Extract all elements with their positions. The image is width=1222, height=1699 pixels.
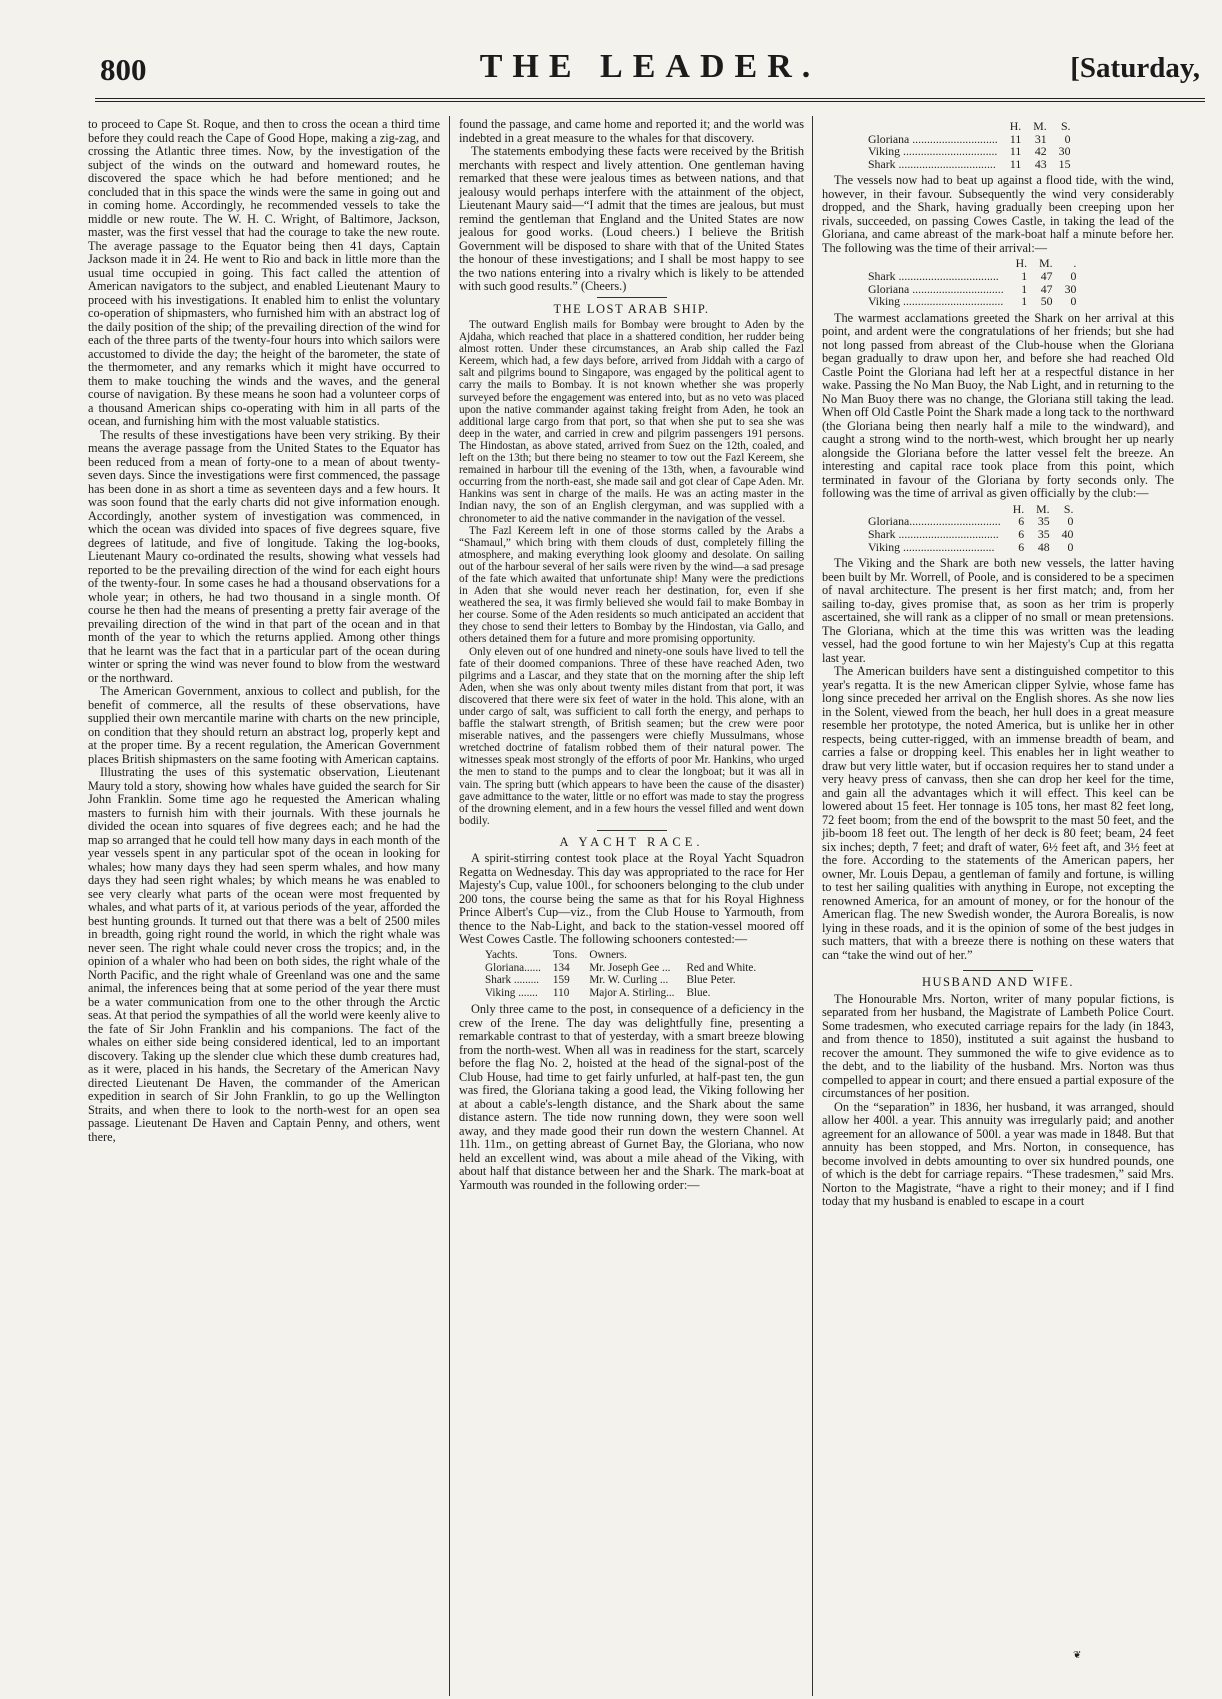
table-cell: Viking ...............................: [868, 539, 995, 554]
table-cell: 0: [1067, 539, 1074, 554]
article-paragraph: to proceed to Cape St. Roque, and then to cross the ocean a third time before they could reach the Cape of Good Hope, making a zig-zag, and crossing the Atlantic three times. Now, by the investigation of the subject of the winds on the outward and homeward routes, he discovered the space which he had before mentioned; and he concluded that in this space the winds were the same in going out and in coming home. Accordingly, he recommended vessels to take the middle or new route. The W. H. C. Wright, of Baltimore, Jackson, master, was the first vessel that had the courage to take the new route. The average passage to the Equator being then 41 days, Captain Jackson made it in 24. He went to Rio and back in little more than the usual time occupied in going. This fact called the attention of American navigators to the subject, and enabled Lieutenant Maury to proceed with his investigations. It enabled him to enlist the voluntary co-operation of shipmasters, who furnished him with an abstract log of the daily position of the ship; of the prevailing direction of the wind for each of the three parts of the twenty-four hours into which sailors were accustomed to divide the day; the height of the barometer, the state of the thermometer, and any remarks which it might have occurred to them to make touching the winds and the waves, and the general course of navigation. By these means he soon had a volunteer corps of a thousand American ships co-operating with him in all parts of the ocean, and furnishing him with the most valuable statistics.: [88, 117, 440, 428]
table-cell: 48: [1037, 539, 1050, 554]
table-cell: Gloriana......: [485, 961, 541, 974]
table-cell: Shark .........: [485, 974, 540, 987]
column-divider: [812, 116, 813, 1696]
table-cell: 0: [1070, 268, 1077, 283]
table-header: S.: [1060, 119, 1071, 133]
table-cell: 11: [1009, 144, 1022, 159]
table-cell: 47: [1040, 268, 1053, 283]
table-header: H.: [1012, 501, 1025, 516]
table-cell: 43: [1034, 156, 1047, 171]
table-cell: 50: [1040, 294, 1053, 309]
table-cell: 159: [552, 974, 570, 987]
table-cell: 47: [1040, 281, 1053, 296]
table-header-row: [862, 120, 1076, 133]
table-cell: Major A. Stirling...: [589, 986, 675, 999]
table-cell: Red and White.: [686, 961, 757, 974]
printer-mark-icon: ❦: [1073, 1650, 1082, 1661]
article-paragraph: found the passage, and came home and reported it; and the world was indebted in a great measure to the whales for that discovery.: [459, 117, 804, 145]
article-paragraph: The American builders have sent a distinguished competitor to this year's regatta. It is the new American clipper Sylvie, whose fame has long since preceded her arrival on the English shores. As she now lies in the Solent, viewed from the beach, her hull does in a great measure resemble her prototype, the noted America, but is unlike her in other respects, being cutter-rigged, with an immense breadth of beam, and carries a false or dropping keel. This enables her in light weather to draw but very little water, but if occasion requires her to stand under a very heavy press of canvass, then she can drop her keel for the time, and gain all the advantages which it will effect. This keel can be lowered about 15 feet. Her tonnage is 105 tons, her mast 82 feet long, 72 feet boom; from the end of the bowsprit to the mast 50 feet, and the jib-boom 18 feet out. The length of her deck is 80 feet; beam, 24 feet six inches; depth, 7 feet; and draft of water, 6½ feet aft, and 3½ feet at the fore. According to the statements of the American papers, her owner, Mr. Louis Depau, a gentleman of family and fortune, is willing to test her sailing qualities with anything in Europe, not excepting the renowned America, for an amount of money, or for the honour of the American flag. The new Swedish wonder, the Aurora Borealis, is now lying in these roads, and it is the opinion of some of the best judges in such matters, that with a breeze there is nothing on these waters that can “take the wind out of her.”: [822, 664, 1174, 962]
article-paragraph: A spirit-stirring contest took place at the Royal Yacht Squadron Regatta on Wednesday. This day was appropriated to the race for Her Majesty's Cup, value 100l., for schooners belonging to the club under 200 tons, the course being the same as that for his Royal Highness Prince Albert's Cup—viz., from the Club House to Yarmouth, from thence to the Nab-Light, and back to the station-vessel moored off West Cowes Castle. The following schooners contested:—: [459, 851, 804, 947]
times-table-official: [862, 503, 1079, 553]
table-header: M.: [1036, 501, 1050, 516]
newspaper-title: THE LEADER.: [479, 48, 821, 85]
table-row: [862, 270, 1082, 283]
table-header: S.: [1063, 501, 1074, 516]
table-header: .: [1073, 256, 1077, 271]
yacht-entries-table: [479, 949, 762, 999]
table-cell: 30: [1058, 144, 1071, 159]
article-paragraph: The Fazl Kereem left in one of those storms called by the Arabs a “Shamaul,” which bring with them clouds of dust, completely filling the atmosphere, and making everything look gloomy and desolate. On sailing out of the harbour several of her sails were riven by the wind—a sad presage of the fate which awaited that unfortunate ship! Many were the predictions in Aden that she would never reach her destination, for, even if she weathered the sea, it was firmly believed she would fail to make Bombay in her course. Some of the Aden residents so much anticipated an accident that they chose to send their letters to Bombay by the Hindostan, via Gallo, and others detained them for a future and more promising opportunity.: [459, 524, 804, 646]
table-header: H.: [1015, 256, 1028, 271]
column-3: [822, 118, 1174, 1209]
table-cell: Gloriana...............................: [868, 514, 1001, 529]
table-cell: 35: [1037, 514, 1050, 529]
table-cell: 31: [1034, 131, 1047, 146]
table-row: [862, 528, 1079, 541]
article-paragraph: Only eleven out of one hundred and ninety-one souls have lived to tell the fate of their doomed companions. Three of these have reached Aden, two pilgrims and a Lascar, and they state that on the morning after the ship left Aden, when she was only about twenty miles distant from that port, it was discovered that there were six feet of water in the hold. This alone, with an under cargo of salt, was sufficient to call forth the energy, and perhaps to baffle the stalwart strength, of British seamen; but the crew were poor miserable natives, and the passengers were chiefly Mussulmans, whose wretched doctrine of fatalism robbed them of their natural power. The witnesses speak most strongly of the efforts of poor Mr. Hankins, who urged the men to stand to the pumps and to clear the longboat; but it was all in vain. The spring butt (which appears to have been the cause of the disaster) gave admittance to the water, little or no effort was made to stay the progress of the drowning element, and in a few hours the vessel filled and went down bodily.: [459, 645, 804, 827]
masthead-rule: [95, 98, 1205, 99]
article-paragraph: The Honourable Mrs. Norton, writer of many popular fictions, is separated from her husband, the Magistrate of Lambeth Police Court. Some tradesmen, who executed carriage repairs for the lady (in 1843, and from thence to 1850), instituted a suit against the husband to recover the amount. They summoned the wife to give evidence as to the debt, and to the liability of the husband. Mrs. Norton was thus compelled to appear in court; and there ensued a partial exposure of the circumstances of her position.: [822, 991, 1174, 1101]
table-cell: 0: [1070, 294, 1077, 309]
times-table-club-house: [862, 257, 1082, 307]
article-paragraph: On the “separation” in 1836, her husband, it was arranged, should allow her 400l. a year. This annuity was irregularly paid; and another agreement for an allowance of 500l. a year was made in 1848. But that annuity has been stopped, and Mrs. Norton, in consequence, has become involved in debts amounting to over six hundred pounds, one of which is the debt for carriage repairs. “These tradesmen,” said Mrs. Norton to the Magistrate, “have a right to their money; and if I find today that my husband is enabled to escape in a court: [822, 1099, 1174, 1209]
article-paragraph: The vessels now had to beat up against a flood tide, with the wind, however, in their favour. Subsequently the wind very considerably dropped, and the Shark, having gradually been creeping upon her rivals, succeeded, on passing Cowes Castle, in taking the lead of the Gloriana, and came abreast of the mark-boat half a minute before her. The following was the time of their arrival:—: [822, 173, 1174, 255]
masthead-rule-double: [95, 101, 1205, 102]
table-row: [862, 158, 1076, 171]
table-row: [862, 541, 1079, 554]
section-heading-yacht-race: A YACHT RACE.: [559, 834, 704, 849]
article-paragraph: The warmest acclamations greeted the Shark on her arrival at this point, and ardent were the congratulations of her friends; but she had not long passed from abreast of the Club-house when the Gloriana began gradually to draw upon her, and before she had reached Old Castle Point the Gloriana had left her at a respectful distance in her wake. Passing the No Man Buoy, the Nab Light, and in returning to the No Man Buoy there was no change, the Gloriana still taking the lead. When off Old Castle Point the Shark made a long tack to the northward (the Gloriana being then nearly half a mile to the windward), and caught a strong wind to the north-west, which brought her up nearly alongside the Gloriana before the latter vessel felt the breeze. An interesting and capital race took place from this point, which terminated in favour of the Gloriana by forty seconds only. The following was the time of arrival as given officially by the club:—: [822, 310, 1174, 501]
section-rule: [597, 297, 667, 298]
table-cell: Shark .................................: [868, 156, 996, 171]
table-cell: Blue Peter.: [686, 974, 736, 987]
section-heading-arab-ship: THE LOST ARAB SHIP.: [553, 301, 710, 316]
table-header: Yachts.: [485, 948, 518, 961]
section-heading-husband-wife: HUSBAND AND WIFE.: [921, 975, 1074, 990]
table-cell: 42: [1034, 144, 1047, 159]
table-header: Tons.: [552, 948, 578, 961]
table-cell: 11: [1009, 156, 1022, 171]
table-cell: 40: [1061, 526, 1074, 541]
article-paragraph: Illustrating the uses of this systematic observation, Lieutenant Maury told a story, showing how whales have guided the search for Sir John Franklin. Some time ago he requested the American whaling masters to furnish him with their journals. With these journals he divided the ocean into squares of five degrees each; and he had the map so arranged that he could tell how many days in each month of the year vessels spent in any particular spot of the ocean in looking for whales; how many days they had seen sperm whales, and how many days they had seen right whales; by which means he was enabled to see very clearly what parts of the ocean were most frequented by whales, and what parts of it, at various periods of the year, afforded the best hunting grounds. It turned out that there was a belt of 2500 miles in breadth, going right round the world, in which the right whale was never seen. The right whale could never cross the tropics; and, in the opinion of a whaler who had been on both sides, the right whale of the North Pacific, and the right whale of Greenland was one and the same animal, the inferences being that at some period of the year there must be a water communication from one to the other through the Arctic seas. At that period the sympathies of all the world were keenly alive to the fate of Sir John Franklin and his companions. The fact of the whales on either side being considered identical, led to an important discovery. Taking up the slender clue which these dumb creatures had, as it were, placed in his hands, the Secretary of the American Navy directed Lieutenant De Haven, the commander of the American expedition in search of Sir John Franklin, to go up the Wellington Straits, and when there to look to the north-west for an open sea passage. Lieutenant De Haven and Captain Penny, and others, went there,: [88, 765, 440, 1144]
table-cell: Mr. W. Curling ...: [589, 974, 669, 987]
table-cell: 6: [1018, 526, 1025, 541]
table-header: Owners.: [589, 948, 627, 961]
article-paragraph: Only three came to the post, in consequence of a deficiency in the crew of the Irene. The day was delightfully fine, presenting a remarkable contrast to that of yesterday, with a smart breeze blowing from the north-west. When all was in readiness for the start, scarcely before the flag No. 2, hoisted at the head of the signal-post of the Club House, had time to get fairly unfurled, at half-past ten, the gun was fired, the Gloriana taking a good lead, the Viking following her at about a cable's-length distance, and the Shark about the same distance astern. The tide now running down, they were soon well away, and they made good their run down the western Channel. At 11h. 11m., on getting abreast of Gurnet Bay, the Gloriana, who now held an excellent wind, was about a mile ahead of the Viking, with about half that distance between her and the Shark. The mark-boat at Yarmouth was rounded in the following order:—: [459, 1002, 804, 1192]
article-paragraph: The results of these investigations have been very striking. By their means the average passage from the United States to the Equator has been reduced from a mean of forty-one to a mean of about twenty-seven days. Since the investigations were first commenced, the passage has been done in as short a time as seventeen days and a few hours. It was soon found that the early charts did not give information enough. Accordingly, another system of investigation was commenced, in which the ocean was divided into spaces of five degrees square, five degrees of latitude, and five of longitude. Taking the log-books, Lieutenant Maury co-ordinated the results, showing what vessels had reported to be the prevailing direction of the wind for each eight hours of the twenty-four. In some cases he had a thousand observations for a whole year; in others, he had two thousand in a single month. Of course he then had the means of presenting a pretty fair average of the prevailing direction of the wind in that part of the ocean and in that month of the year to which the returns applied. Among other things that he learnt was the fact that in a particular part of the ocean during winter or spring the wind was never found to blow from the westward or the northward.: [88, 427, 440, 685]
table-cell: 1: [1021, 268, 1028, 283]
article-paragraph: The American Government, anxious to collect and publish, for the benefit of commerce, all the results of these observations, have supplied their own mercantile marine with charts on the new principle, on condition that they should return an abstract log, properly kept and at the proper time. By a recent regulation, the American Government places British shipmasters on the same footing with American captains.: [88, 684, 440, 766]
table-cell: 110: [552, 986, 570, 999]
article-paragraph: The Viking and the Shark are both new vessels, the latter having been built by Mr. Worrell, of Poole, and is considered to be a specimen of naval architecture. The present is her first match; and, from her sailing to-day, gives promise that, as soon as her trim is properly ascertained, she will rank as a clipper of no small or mean pretensions. The Gloriana, which at the time this was written was the leading vessel, had the good fortune to win her Majesty's Cup at this regatta last year.: [822, 556, 1174, 665]
table-cell: 1: [1021, 281, 1028, 296]
times-table-yarmouth: [862, 120, 1076, 170]
table-cell: 35: [1037, 526, 1050, 541]
table-cell: Viking .......: [485, 986, 538, 999]
table-cell: 0: [1064, 131, 1071, 146]
section-rule: [597, 830, 667, 831]
issue-day: [Saturday,: [1070, 52, 1200, 84]
table-cell: 134: [552, 961, 570, 974]
column-2: [459, 118, 804, 1192]
article-paragraph: The outward English mails for Bombay were brought to Aden by the Ajdaha, which reached that place in a shattered condition, her rudder being almost rotten. Under these circumstances, an Arab ship called the Fazl Kereem, which had, a few days before, arrived from Jiddah with a cargo of salt and pilgrims bound to Singapore, was engaged by the political agent to carry the mails to Bombay. It is not known whether she was properly surveyed before the engagement was entered into, but as no veto was placed upon the native commander against taking freight from Aden, he took an additional large cargo from that port, so that when she put to sea she was deep in the water, and carried in crew and pilgrim passengers 191 persons. The Hindostan, as above stated, arrived from Suez on the 12th, coaled, and left on the 13th; but there being no steamer to tow out the Fazl Kereem, she remained in harbour till the evening of the 13th, when, a favourable wind occurring from the north-east, she made sail and got clear of Cape Aden. Mr. Hankins was sent in charge of the mails. He was an acting master in the Indian navy, the son of an English clergyman, and was supplied with a chronometer to aid the native commander in the navigation of the vessel.: [459, 319, 804, 525]
table-header: M.: [1033, 119, 1047, 133]
table-cell: 15: [1058, 156, 1071, 171]
table-row: [862, 295, 1082, 308]
table-header: H.: [1009, 119, 1022, 133]
table-cell: 6: [1018, 539, 1025, 554]
column-1: [88, 118, 440, 1144]
table-cell: Mr. Joseph Gee ...: [589, 961, 671, 974]
table-row: [479, 987, 762, 1000]
table-cell: 6: [1018, 514, 1025, 529]
table-cell: Gloriana ...............................: [868, 281, 1004, 296]
article-paragraph: The statements embodying these facts were received by the British merchants with respect and lively attention. One gentleman having remarked that these were jealous times as between nations, and that jealousy would perhaps interfere with the attainment of the object, Lieutenant Maury said—“I admit that the times are jealous, but must remind the gentleman that England and the United States are now jealous for good works. (Loud cheers.) I believe the British Government will be disposed to share with that of the United States the honour of these investigations; and I shall be most happy to see the two nations entering into a rivalry which is likely to be attended with such good results.” (Cheers.): [459, 144, 804, 293]
table-row: [862, 145, 1076, 158]
table-cell: Gloriana .............................: [868, 131, 998, 146]
table-header-row: [479, 949, 762, 962]
page-number: 800: [100, 52, 147, 87]
table-cell: Shark ..................................: [868, 268, 999, 283]
table-row: [479, 974, 762, 987]
table-header: M.: [1039, 256, 1053, 271]
table-cell: 30: [1064, 281, 1077, 296]
table-cell: 0: [1067, 514, 1074, 529]
table-cell: Viking ................................: [868, 144, 998, 159]
table-cell: 1: [1021, 294, 1028, 309]
table-cell: Viking ..................................: [868, 294, 1004, 309]
masthead: [80, 44, 1220, 94]
table-cell: Shark ..................................: [868, 526, 999, 541]
table-row: [479, 962, 762, 975]
column-divider: [449, 116, 450, 1696]
table-cell: Blue.: [686, 986, 711, 999]
table-cell: 11: [1009, 131, 1022, 146]
section-rule: [963, 970, 1033, 971]
